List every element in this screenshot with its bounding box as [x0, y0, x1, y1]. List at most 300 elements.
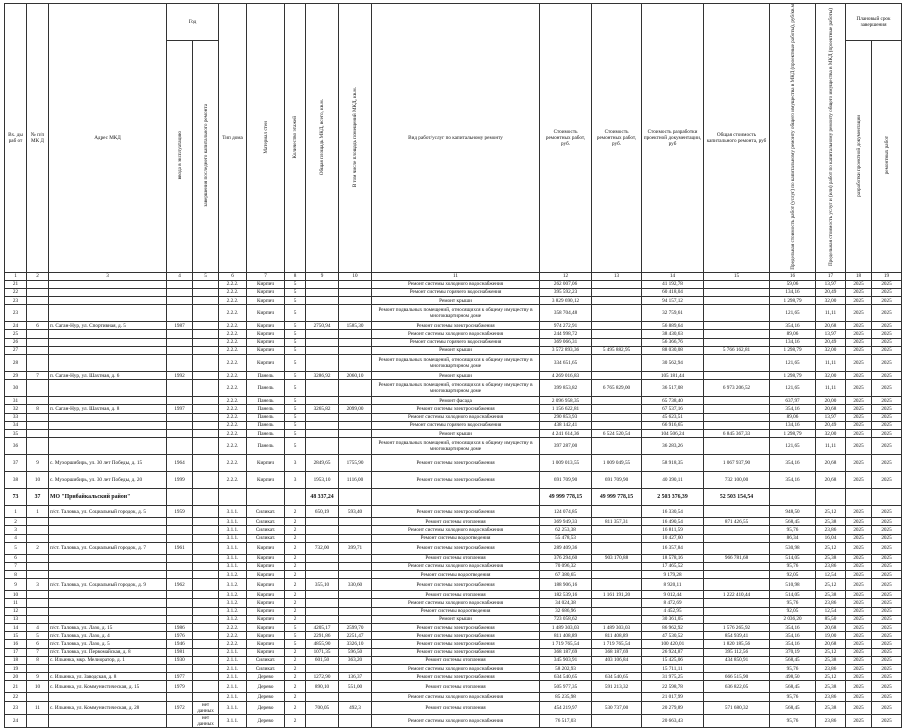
table-cell — [704, 693, 770, 701]
table-cell: 19,00 — [816, 632, 846, 640]
table-cell — [306, 615, 339, 623]
table-cell: 2.2.2. — [219, 632, 247, 640]
table-cell: Ремонт системы электроснабжения — [372, 624, 540, 632]
table-row — [5, 472, 902, 489]
table-cell: 22 598,78 — [642, 681, 704, 693]
table-cell: 3.1.2. — [219, 615, 247, 623]
table-cell — [704, 534, 770, 542]
col-header-year-group: Год — [167, 4, 219, 41]
table-cell: 32 759,61 — [642, 305, 704, 322]
table-cell: 36 517,08 — [642, 380, 704, 397]
table-cell: 2025 — [872, 554, 902, 562]
table-cell: Ремонт системы электроснабжения — [372, 322, 540, 330]
table-cell: 6 973 206,52 — [704, 380, 770, 397]
table-cell: 45 623,51 — [642, 413, 704, 421]
table-cell: 1 820 185,56 — [704, 640, 770, 648]
table-cell: 2025 — [846, 405, 872, 413]
table-row — [5, 664, 902, 672]
table-cell — [704, 714, 770, 727]
table-cell: 2025 — [872, 562, 902, 570]
table-cell: 871 426,55 — [704, 518, 770, 526]
table-cell: 2 — [5, 518, 27, 526]
table-cell: 25,38 — [816, 554, 846, 562]
table-cell — [193, 438, 219, 455]
table-row — [5, 297, 902, 305]
table-cell: 13 — [5, 615, 27, 623]
table-cell: 1981 — [167, 648, 193, 656]
table-cell — [49, 534, 167, 542]
table-cell: 591 213,32 — [592, 681, 642, 693]
table-cell — [167, 591, 193, 599]
table-cell: Панель — [247, 405, 285, 413]
table-cell: Кирпич — [247, 297, 285, 305]
table-cell — [193, 664, 219, 672]
table-cell — [193, 397, 219, 405]
table-cell — [306, 297, 339, 305]
table-cell: 3.1.1. — [219, 714, 247, 727]
table-cell: 67 537,16 — [642, 405, 704, 413]
table-cell — [306, 338, 339, 346]
table-row — [5, 346, 902, 354]
table-cell: 3.1.2. — [219, 579, 247, 591]
table-cell: п/ст. Таловка, ул. Социальный городок, д. 7 — [49, 542, 167, 554]
table-cell: 5 — [285, 372, 306, 380]
table-row — [5, 624, 902, 632]
table-cell — [193, 280, 219, 288]
table-cell — [193, 615, 219, 623]
table-row — [5, 640, 902, 648]
table-cell: 8 — [27, 405, 49, 413]
table-cell: 2599,70 — [339, 624, 372, 632]
table-cell: 2025 — [872, 330, 902, 338]
table-cell — [704, 526, 770, 534]
table-cell — [704, 322, 770, 330]
table-cell: 2025 — [872, 472, 902, 489]
table-cell: 3 829 690,12 — [540, 297, 592, 305]
table-cell: 11 — [27, 701, 49, 714]
table-cell: Кирпич — [247, 607, 285, 615]
col-header-mkd-number: № п/п МК Д — [27, 4, 49, 273]
table-cell: 2025 — [846, 372, 872, 380]
table-cell: 26 — [5, 338, 27, 346]
table-cell: 2.2.2. — [219, 421, 247, 429]
table-cell: 16 490,54 — [642, 518, 704, 526]
table-cell: 20,49 — [816, 288, 846, 296]
table-cell — [193, 607, 219, 615]
table-row — [5, 413, 902, 421]
table-cell: 2025 — [846, 681, 872, 693]
table-cell: 23 — [5, 305, 27, 322]
table-cell — [167, 305, 193, 322]
table-cell: 395 112,56 — [704, 648, 770, 656]
table-row — [5, 693, 902, 701]
table-cell — [167, 518, 193, 526]
table-cell: с. Мухоршибирь, ул. 30 лет Победы, д. 20 — [49, 472, 167, 489]
table-cell: 354,16 — [770, 624, 816, 632]
table-cell: 9 — [27, 673, 49, 681]
table-cell: 1 719 765,54 — [540, 640, 592, 648]
table-cell: Ремонт системы горячего водоснабжения — [372, 338, 540, 346]
table-cell: Ремонт системы холодного водоснабжения — [372, 413, 540, 421]
table-cell — [49, 571, 167, 579]
table-cell: 58 202,93 — [540, 664, 592, 672]
table-cell — [27, 591, 49, 599]
table-cell: 2 — [285, 534, 306, 542]
table-cell: 20,49 — [816, 421, 846, 429]
table-cell — [339, 615, 372, 623]
table-cell — [167, 355, 193, 372]
table-cell: 5 — [5, 542, 27, 554]
table-cell: 85,50 — [816, 615, 846, 623]
table-cell: 32,00 — [816, 372, 846, 380]
col-header-max-cost-sqm: Предельная стоимость работ (услуг) по капитальному ремонту общего имущества в МКД (проектные работы), руб/кв.м — [770, 4, 816, 273]
table-row — [5, 632, 902, 640]
table-cell: 2.2.2. — [219, 472, 247, 489]
table-cell — [306, 413, 339, 421]
table-cell — [49, 554, 167, 562]
table-cell: Силикат. — [247, 656, 285, 664]
table-cell: Ремонт крыши — [372, 372, 540, 380]
table-cell — [49, 380, 167, 397]
table-row — [5, 656, 902, 664]
table-cell: 9 — [27, 455, 49, 472]
table-cell: Ремонт подвальных помещений, относящихся к общему имуществу в многоквартирном доме — [372, 355, 540, 372]
table-cell: 2025 — [846, 624, 872, 632]
table-cell: 2025 — [872, 701, 902, 714]
table-cell: 52 503 154,54 — [704, 489, 770, 506]
table-cell: Кирпич — [247, 322, 285, 330]
table-cell: 34 024,38 — [540, 599, 592, 607]
col-header-total-area: Общая площадь МКД, всего, кв.м. — [306, 4, 339, 273]
table-cell — [167, 714, 193, 727]
table-cell: Кирпич — [247, 542, 285, 554]
table-cell: 2 — [285, 554, 306, 562]
table-cell: Ремонт системы отопления — [372, 681, 540, 693]
table-cell: 354,16 — [770, 455, 816, 472]
table-cell: 67 380,65 — [540, 571, 592, 579]
table-cell — [193, 429, 219, 437]
table-cell: 6 524 520,54 — [592, 429, 642, 437]
table-cell: 1071,35 — [306, 648, 339, 656]
table-cell: 363,20 — [339, 656, 372, 664]
table-row — [5, 534, 902, 542]
col-header-premises-area: В том числе площадь помещений МКД, кв.м. — [339, 4, 372, 273]
table-cell: 2025 — [846, 355, 872, 372]
column-number-cell: 17 — [816, 272, 846, 280]
table-cell — [592, 338, 642, 346]
table-cell: 2025 — [846, 542, 872, 554]
table-cell: 104 506,24 — [642, 429, 704, 437]
table-cell: 354,16 — [770, 405, 816, 413]
table-cell — [306, 288, 339, 296]
column-number-cell: 10 — [339, 272, 372, 280]
table-cell — [193, 413, 219, 421]
table-cell — [704, 297, 770, 305]
table-cell: 24 — [5, 714, 27, 727]
col-header-design-deadline: разработки проектной документации — [846, 41, 872, 272]
table-cell: 16,04 — [816, 534, 846, 542]
table-cell: 5 — [285, 280, 306, 288]
table-cell: 3.1.1. — [219, 701, 247, 714]
table-cell: 5 — [285, 305, 306, 322]
table-cell — [704, 664, 770, 672]
table-cell: 2025 — [846, 571, 872, 579]
table-cell: 811 408,89 — [592, 632, 642, 640]
table-cell — [27, 421, 49, 429]
table-cell: 3.1.1. — [219, 534, 247, 542]
table-cell: 354,16 — [770, 472, 816, 489]
table-cell: 5 — [285, 346, 306, 354]
table-cell: 2025 — [846, 506, 872, 518]
table-row — [5, 615, 902, 623]
table-cell: 1992 — [167, 372, 193, 380]
table-cell: 3265,82 — [306, 405, 339, 413]
table-cell: 20,68 — [816, 640, 846, 648]
table-cell: 47 530,52 — [642, 632, 704, 640]
table-cell: 2 — [27, 542, 49, 554]
table-cell: Кирпич — [247, 472, 285, 489]
table-cell: 492,3 — [339, 701, 372, 714]
table-cell: 2025 — [872, 355, 902, 372]
table-cell — [49, 355, 167, 372]
table-cell: 22 — [5, 693, 27, 701]
table-cell: Кирпич — [247, 640, 285, 648]
table-row — [5, 599, 902, 607]
table-row — [5, 579, 902, 591]
table-cell — [704, 571, 770, 579]
table-cell: Ремонт системы холодного водоснабжения — [372, 714, 540, 727]
table-cell — [167, 526, 193, 534]
table-cell: 2.1.1. — [219, 681, 247, 693]
table-cell: 30 562,94 — [642, 355, 704, 372]
table-cell: 2025 — [872, 632, 902, 640]
table-cell: 1930 — [167, 656, 193, 664]
table-cell — [193, 673, 219, 681]
table-cell: 60 418,04 — [642, 288, 704, 296]
table-cell: 2025 — [846, 714, 872, 727]
table-cell: 2025 — [846, 526, 872, 534]
table-cell: 2025 — [846, 397, 872, 405]
table-cell: 1 298,79 — [770, 429, 816, 437]
table-cell: 2025 — [872, 405, 902, 413]
table-cell: 2025 — [846, 305, 872, 322]
table-cell — [167, 330, 193, 338]
table-cell: 454 219,97 — [540, 701, 592, 714]
table-cell: 903 170,88 — [592, 554, 642, 562]
table-cell — [193, 506, 219, 518]
table-cell: 2025 — [846, 701, 872, 714]
table-cell — [193, 518, 219, 526]
col-header-wall-material: Материал стен — [247, 4, 285, 273]
table-cell: 121,65 — [770, 380, 816, 397]
table-cell: 32,00 — [816, 297, 846, 305]
table-cell: 505 977,35 — [540, 681, 592, 693]
table-cell: 2 — [285, 681, 306, 693]
table-cell: 18 578,16 — [642, 554, 704, 562]
column-number-cell: 19 — [872, 272, 902, 280]
table-cell — [49, 615, 167, 623]
table-cell: Панель — [247, 372, 285, 380]
table-cell: 134,16 — [770, 421, 816, 429]
table-cell: 23 — [5, 297, 27, 305]
col-header-floors: Количество этажей — [285, 4, 306, 273]
table-cell — [339, 664, 372, 672]
table-cell — [306, 518, 339, 526]
table-cell: Ремонт крыши — [372, 615, 540, 623]
column-number-cell: 7 — [247, 272, 285, 280]
table-cell: 2025 — [872, 429, 902, 437]
table-cell — [592, 607, 642, 615]
table-cell — [167, 421, 193, 429]
table-cell: п/ст. Таловка, ул. Лазо, д. 15 — [49, 624, 167, 632]
table-cell: 8 — [5, 571, 27, 579]
table-cell: 2025 — [872, 518, 902, 526]
table-cell: 11,11 — [816, 305, 846, 322]
table-cell — [193, 624, 219, 632]
table-cell: 1961 — [167, 542, 193, 554]
table-cell: 5 — [285, 632, 306, 640]
table-cell: 3.1.1. — [219, 506, 247, 518]
table-cell: 2025 — [872, 534, 902, 542]
table-cell: п. Саган-Нур, ул. Шахтная, д. 6 — [49, 372, 167, 380]
table-cell: 6 765 829,00 — [592, 380, 642, 397]
table-row — [5, 380, 902, 397]
col-header-work-type: Вид работ/услуг по капитальному ремонту — [372, 4, 540, 273]
table-cell: 7 — [5, 562, 27, 570]
table-cell: 290 853,93 — [540, 413, 592, 421]
table-cell — [306, 599, 339, 607]
table-cell: 3.1.2. — [219, 599, 247, 607]
table-cell: Дерево — [247, 673, 285, 681]
table-cell: 20,68 — [816, 455, 846, 472]
table-cell — [193, 640, 219, 648]
table-cell: 2.1.1. — [219, 693, 247, 701]
table-cell: 5 — [285, 330, 306, 338]
table-cell: 55 478,53 — [540, 534, 592, 542]
table-row — [5, 305, 902, 322]
table-cell: 124 074,85 — [540, 506, 592, 518]
table-cell: 2025 — [846, 673, 872, 681]
table-cell: 345 903,91 — [540, 656, 592, 664]
table-cell: 2025 — [846, 656, 872, 664]
table-cell: 4 241 614,36 — [540, 429, 592, 437]
table-cell — [592, 438, 642, 455]
table-cell: Кирпич — [247, 615, 285, 623]
table-cell: 10 — [5, 591, 27, 599]
table-cell: Дерево — [247, 714, 285, 727]
table-cell: 2 — [285, 591, 306, 599]
table-cell — [193, 571, 219, 579]
table-cell: 32,00 — [816, 429, 846, 437]
table-cell — [592, 355, 642, 372]
table-row — [5, 554, 902, 562]
table-cell: 2 — [285, 664, 306, 672]
table-cell: Ремонт системы электроснабжения — [372, 648, 540, 656]
table-cell: 9 012,44 — [642, 591, 704, 599]
table-cell: 2 — [285, 714, 306, 727]
table-cell: 2 — [285, 506, 306, 518]
table-cell: 2025 — [872, 288, 902, 296]
table-row — [5, 280, 902, 288]
table-cell: Ремонт системы водоотведения — [372, 607, 540, 615]
table-cell: 1 489 303,03 — [592, 624, 642, 632]
table-cell — [306, 714, 339, 727]
table-cell — [49, 330, 167, 338]
table-cell: 666 515,90 — [704, 673, 770, 681]
table-cell — [27, 355, 49, 372]
table-cell: 354,16 — [770, 322, 816, 330]
table-cell: 32 686,96 — [540, 607, 592, 615]
table-cell — [49, 397, 167, 405]
table-row — [5, 701, 902, 714]
table-cell: 732,00 — [306, 542, 339, 554]
table-cell: 40 390,11 — [642, 472, 704, 489]
table-cell: Ремонт системы холодного водоснабжения — [372, 599, 540, 607]
table-cell: Кирпич — [247, 346, 285, 354]
table-cell — [704, 421, 770, 429]
table-cell — [704, 280, 770, 288]
col-header-design-cost: Стоимость разработки проектной документации, руб — [642, 4, 704, 273]
table-cell: 136,37 — [339, 673, 372, 681]
table-cell: 59,06 — [770, 280, 816, 288]
table-cell: 5 — [285, 429, 306, 437]
table-cell — [193, 656, 219, 664]
table-cell — [339, 518, 372, 526]
table-cell: 2 — [285, 599, 306, 607]
table-cell — [27, 330, 49, 338]
table-cell: 2.2.2. — [219, 288, 247, 296]
table-cell — [167, 489, 193, 506]
table-cell: 13,97 — [816, 413, 846, 421]
table-cell — [704, 607, 770, 615]
column-number-row — [5, 272, 902, 280]
table-cell — [27, 615, 49, 623]
table-cell: 2.2.2. — [219, 380, 247, 397]
table-cell — [27, 554, 49, 562]
table-cell — [339, 438, 372, 455]
table-cell: 2025 — [872, 714, 902, 727]
table-cell: п/ст. Таловка, ул. Социальный городок, д. 5 — [49, 506, 167, 518]
table-cell: 2 — [285, 571, 306, 579]
table-cell — [306, 693, 339, 701]
table-cell: 92,05 — [770, 607, 816, 615]
table-cell: Ремонт системы отопления — [372, 701, 540, 714]
table-cell: 20 663,43 — [642, 714, 704, 727]
table-cell: Кирпич — [247, 280, 285, 288]
table-cell: п/ст. Таловка, ул. Лазо, д. 5 — [49, 640, 167, 648]
table-cell — [339, 693, 372, 701]
table-cell: Ремонт крыши — [372, 297, 540, 305]
table-cell: 3.1.1. — [219, 554, 247, 562]
table-cell — [167, 615, 193, 623]
table-cell: 395 592,23 — [540, 288, 592, 296]
table-cell: 37 — [27, 489, 49, 506]
col-header-commission-year: ввода в эксплуатацию — [167, 41, 193, 272]
table-cell: 25,38 — [816, 518, 846, 526]
table-cell — [339, 554, 372, 562]
table-cell: 376 294,60 — [540, 554, 592, 562]
table-cell — [592, 579, 642, 591]
table-cell — [592, 413, 642, 421]
table-cell: 262 007,06 — [540, 280, 592, 288]
table-cell: 1977 — [167, 673, 193, 681]
table-cell: 1959 — [167, 506, 193, 518]
table-cell — [339, 571, 372, 579]
table-cell — [193, 562, 219, 570]
table-cell: 41 192,78 — [642, 280, 704, 288]
table-cell: 2025 — [872, 542, 902, 554]
table-cell: 2025 — [872, 455, 902, 472]
